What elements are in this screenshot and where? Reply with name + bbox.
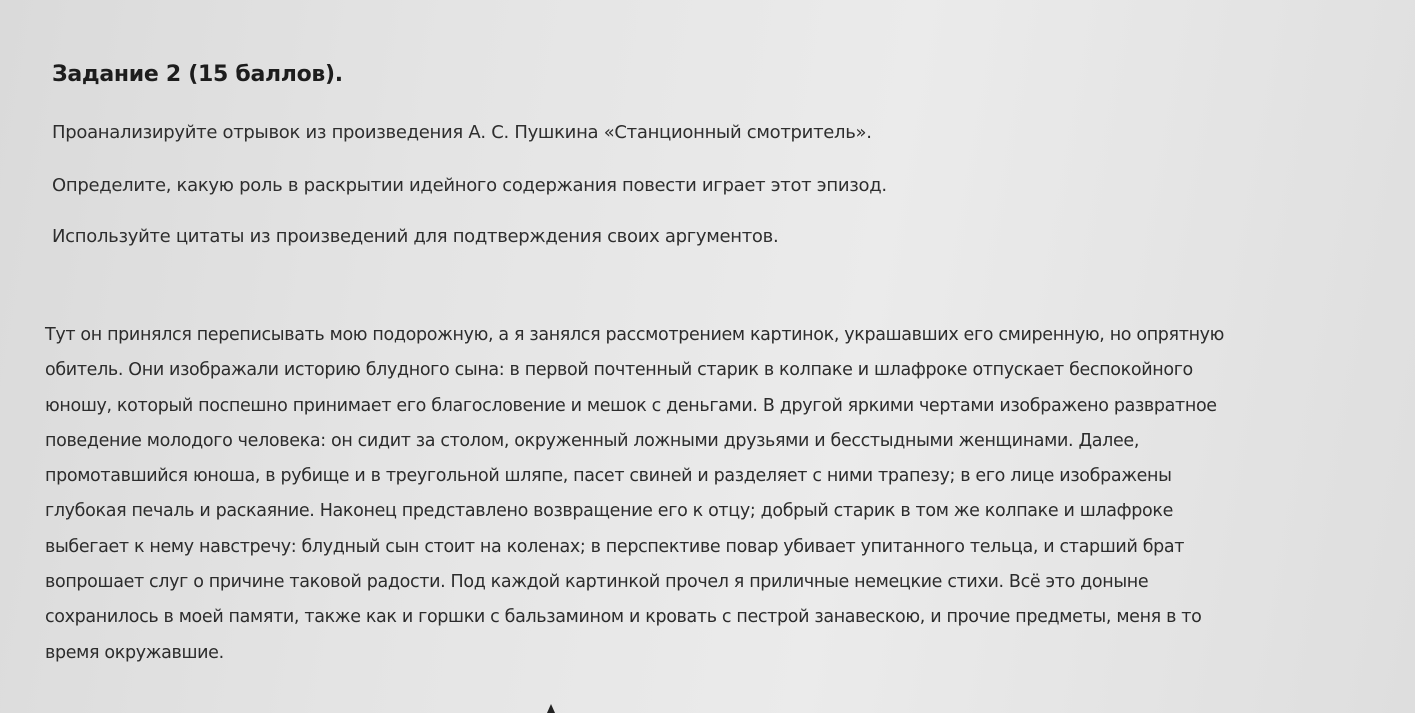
excerpt-line: обитель. Они изображали историю блудного сына: в первой почтенный старик в колпаке и шлафроке отпускает беспокойного: [45, 360, 1193, 381]
instruction-use-quotes: Используйте цитаты из произведений для подтверждения своих аргументов.: [52, 226, 779, 247]
excerpt-line: промотавшийся юноша, в рубище и в треугольной шляпе, пасет свиней и разделяет с ними трапезу; в его лице изображены: [45, 466, 1172, 487]
excerpt-line: Тут он принялся переписывать мою подорожную, а я занялся рассмотрением картинок, украшавших его смиренную, но опрятную: [45, 325, 1225, 345]
task-title: Задание 2 (15 баллов).: [52, 62, 343, 87]
excerpt-line: поведение молодого человека: он сидит за столом, окруженный ложными друзьями и бесстыдными женщинами. Далее,: [45, 430, 1140, 451]
excerpt-line: юношу, который поспешно принимает его благословение и мешок с деньгами. В другой яркими чертами изображено развратное: [45, 395, 1217, 416]
excerpt-text: [45, 318, 1330, 671]
excerpt-line: выбегает к нему навстречу: блудный сын стоит на коленах; в перспективе повар убивает упитанного тельца, и старший брат: [45, 536, 1185, 557]
excerpt-line: глубокая печаль и раскаяние. Наконец представлено возвращение его к отцу; добрый старик в том же колпаке и шлафроке: [45, 501, 1174, 522]
instruction-analyze: Проанализируйте отрывок из произведения А. С. Пушкина «Станционный смотритель».: [52, 122, 872, 143]
instruction-determine-role: Определите, какую роль в раскрытии идейного содержания повести играет этот эпизод.: [52, 175, 887, 196]
excerpt-line: сохранилось в моей памяти, также как и горшки с бальзамином и кровать с пестрой занавескою, и прочие предметы, меня в то: [45, 607, 1202, 628]
excerpt-line: время окружавшие.: [45, 642, 224, 663]
excerpt-line: вопрошает слуг о причине таковой радости. Под каждой картинкой прочел я приличные немецкие стихи. Всё это доныне: [45, 572, 1149, 593]
mouse-cursor-icon: [547, 704, 555, 713]
